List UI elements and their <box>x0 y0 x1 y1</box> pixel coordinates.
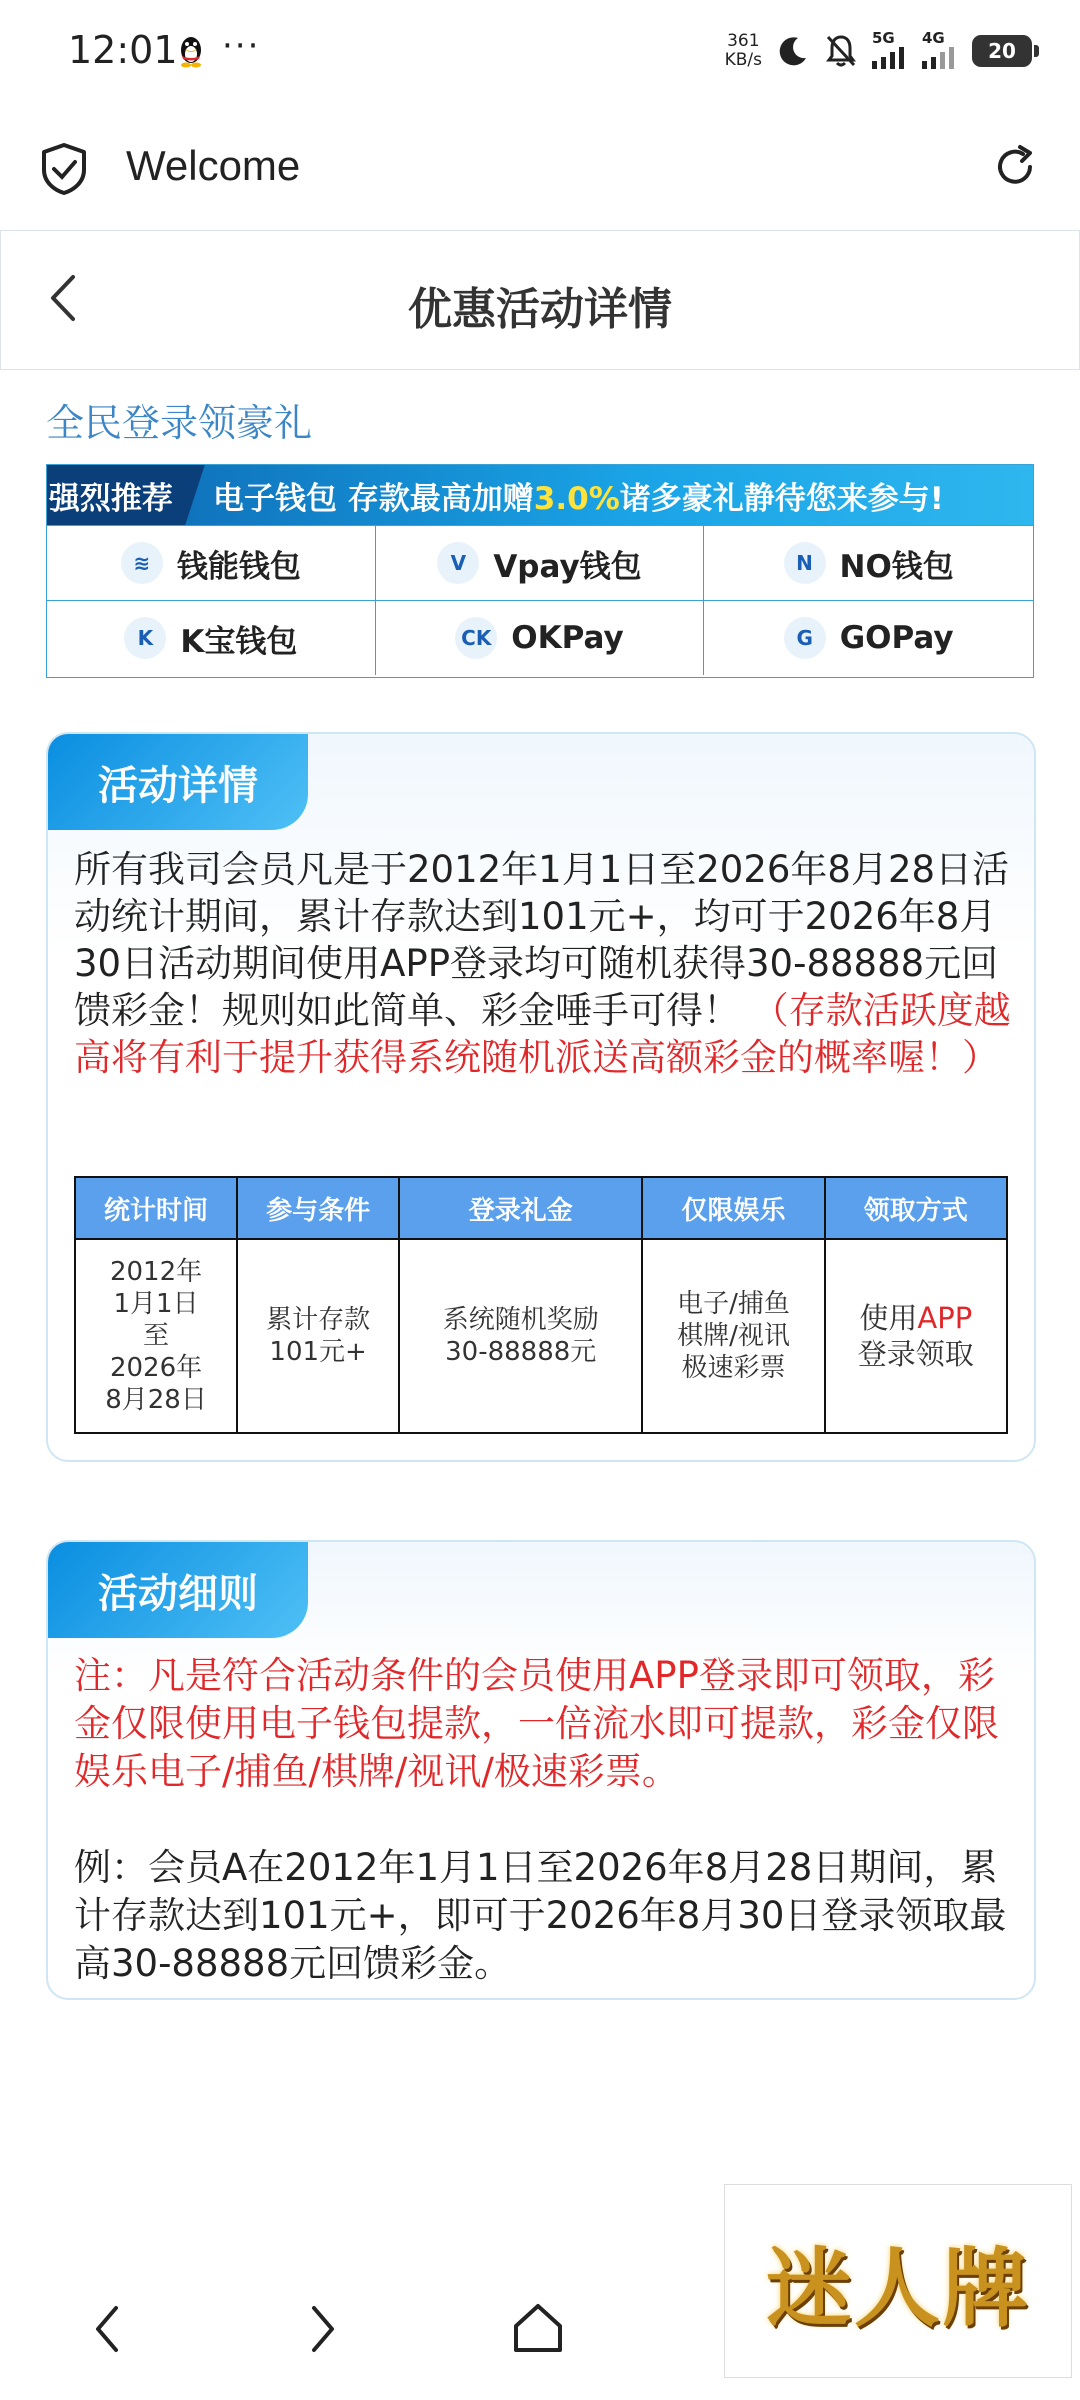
wallet-grid <box>47 525 1033 675</box>
card-tab-details: 活动详情 <box>48 734 308 830</box>
wallet-item[interactable]: G GOPay <box>704 600 1033 675</box>
wallet-logo-icon: N <box>784 542 826 584</box>
details-highlight: （存款活跃度越高将有利于提升获得系统随机派送高额彩金的概率喔！） <box>74 989 1011 1079</box>
activity-rules-card <box>46 1540 1036 2000</box>
browser-bar <box>0 110 1080 230</box>
table-row <box>75 1239 1007 1433</box>
qq-penguin-icon <box>176 34 206 68</box>
table-header: 统计时间 <box>75 1177 237 1239</box>
rules-note: 注：凡是符合活动条件的会员使用APP登录即可领取，彩金仅限使用电子钱包提款，一倍流水即可提款，彩金仅限娱乐电子/捕鱼/棋牌/视讯/极速彩票。 <box>74 1654 999 1793</box>
nav-back-icon[interactable] <box>90 2302 124 2356</box>
page-title: 优惠活动详情 <box>408 284 672 335</box>
banner-headline: 强烈推荐 电子钱包 存款最高加赠3.0%诸多豪礼静待您来参与! <box>47 465 1033 525</box>
bonus-percent: 3.0% <box>533 480 620 517</box>
signal-5g: 5G <box>872 29 908 73</box>
recommend-tag: 强烈推荐 <box>47 465 205 525</box>
promo-subheading: 全民登录领豪礼 <box>46 401 313 445</box>
browser-title: Welcome <box>126 142 301 189</box>
wallet-logo-icon: K <box>124 617 166 659</box>
battery-icon: 20 <box>972 35 1032 67</box>
rules-table <box>74 1176 1008 1434</box>
brand-logo-text: 迷人牌 <box>766 2238 1030 2339</box>
wallet-promo-banner[interactable] <box>46 464 1034 678</box>
wallet-item[interactable]: ≋ 钱能钱包 <box>47 525 376 600</box>
card-tab-rules: 活动细则 <box>48 1542 308 1638</box>
reload-icon[interactable] <box>990 142 1040 192</box>
wallet-item[interactable]: N NO钱包 <box>704 525 1033 600</box>
cell-games: 电子/捕鱼 棋牌/视讯 极速彩票 <box>642 1239 824 1433</box>
shield-check-icon[interactable] <box>40 142 88 196</box>
status-bar <box>0 0 1080 100</box>
table-header: 参与条件 <box>237 1177 399 1239</box>
clock: 12:01 <box>68 28 178 72</box>
signal-4g: 4G <box>922 29 958 73</box>
details-text: 所有我司会员凡是于2012年1月1日至2026年8月28日活动统计期间，累计存款达到101元+，均可于2026年8月30日活动期间使用APP登录均可随机获得30-88888元回馈彩金！规则如此简单、彩金唾手可得！ （存款活跃度越高将有利于提升获得系统随机派送高额彩金的概率喔！） <box>74 848 1011 1079</box>
network-speed: 361 KB/s <box>724 31 762 70</box>
activity-details-card <box>46 732 1036 1462</box>
cell-period: 2012年 1月1日 至 2026年 8月28日 <box>75 1239 237 1433</box>
nav-home-icon[interactable] <box>510 2300 566 2356</box>
wallet-logo-icon: CK <box>455 617 497 659</box>
wallet-logo-icon: V <box>437 542 479 584</box>
moon-icon <box>776 34 810 68</box>
table-header-row <box>75 1177 1007 1239</box>
signal-bars-icon <box>872 47 908 69</box>
wallet-logo-icon: G <box>784 617 826 659</box>
signal-bars-icon <box>922 47 958 69</box>
status-icons <box>725 26 1032 76</box>
cell-bonus: 系统随机奖励 30-88888元 <box>399 1239 642 1433</box>
wallet-item[interactable]: V Vpay钱包 <box>376 525 705 600</box>
wallet-item[interactable]: CK OKPay <box>376 600 705 675</box>
more-notifications-icon: ··· <box>222 26 261 66</box>
table-header: 仅限娱乐 <box>642 1177 824 1239</box>
cell-method: 使用APP 登录领取 <box>825 1239 1007 1433</box>
brand-logo[interactable] <box>724 2184 1072 2378</box>
wallet-item[interactable]: K K宝钱包 <box>47 600 376 675</box>
table-header: 领取方式 <box>825 1177 1007 1239</box>
rules-example: 例：会员A在2012年1月1日至2026年8月28日期间，累计存款达到101元+，即可于2026年8月30日登录领取最高30-88888元回馈彩金。 <box>74 1846 1007 1985</box>
bell-muted-icon <box>824 33 858 69</box>
page-header <box>0 230 1080 370</box>
cell-condition: 累计存款 101元+ <box>237 1239 399 1433</box>
wallet-logo-icon: ≋ <box>121 542 163 584</box>
nav-forward-icon[interactable] <box>306 2302 340 2356</box>
table-header: 登录礼金 <box>399 1177 642 1239</box>
